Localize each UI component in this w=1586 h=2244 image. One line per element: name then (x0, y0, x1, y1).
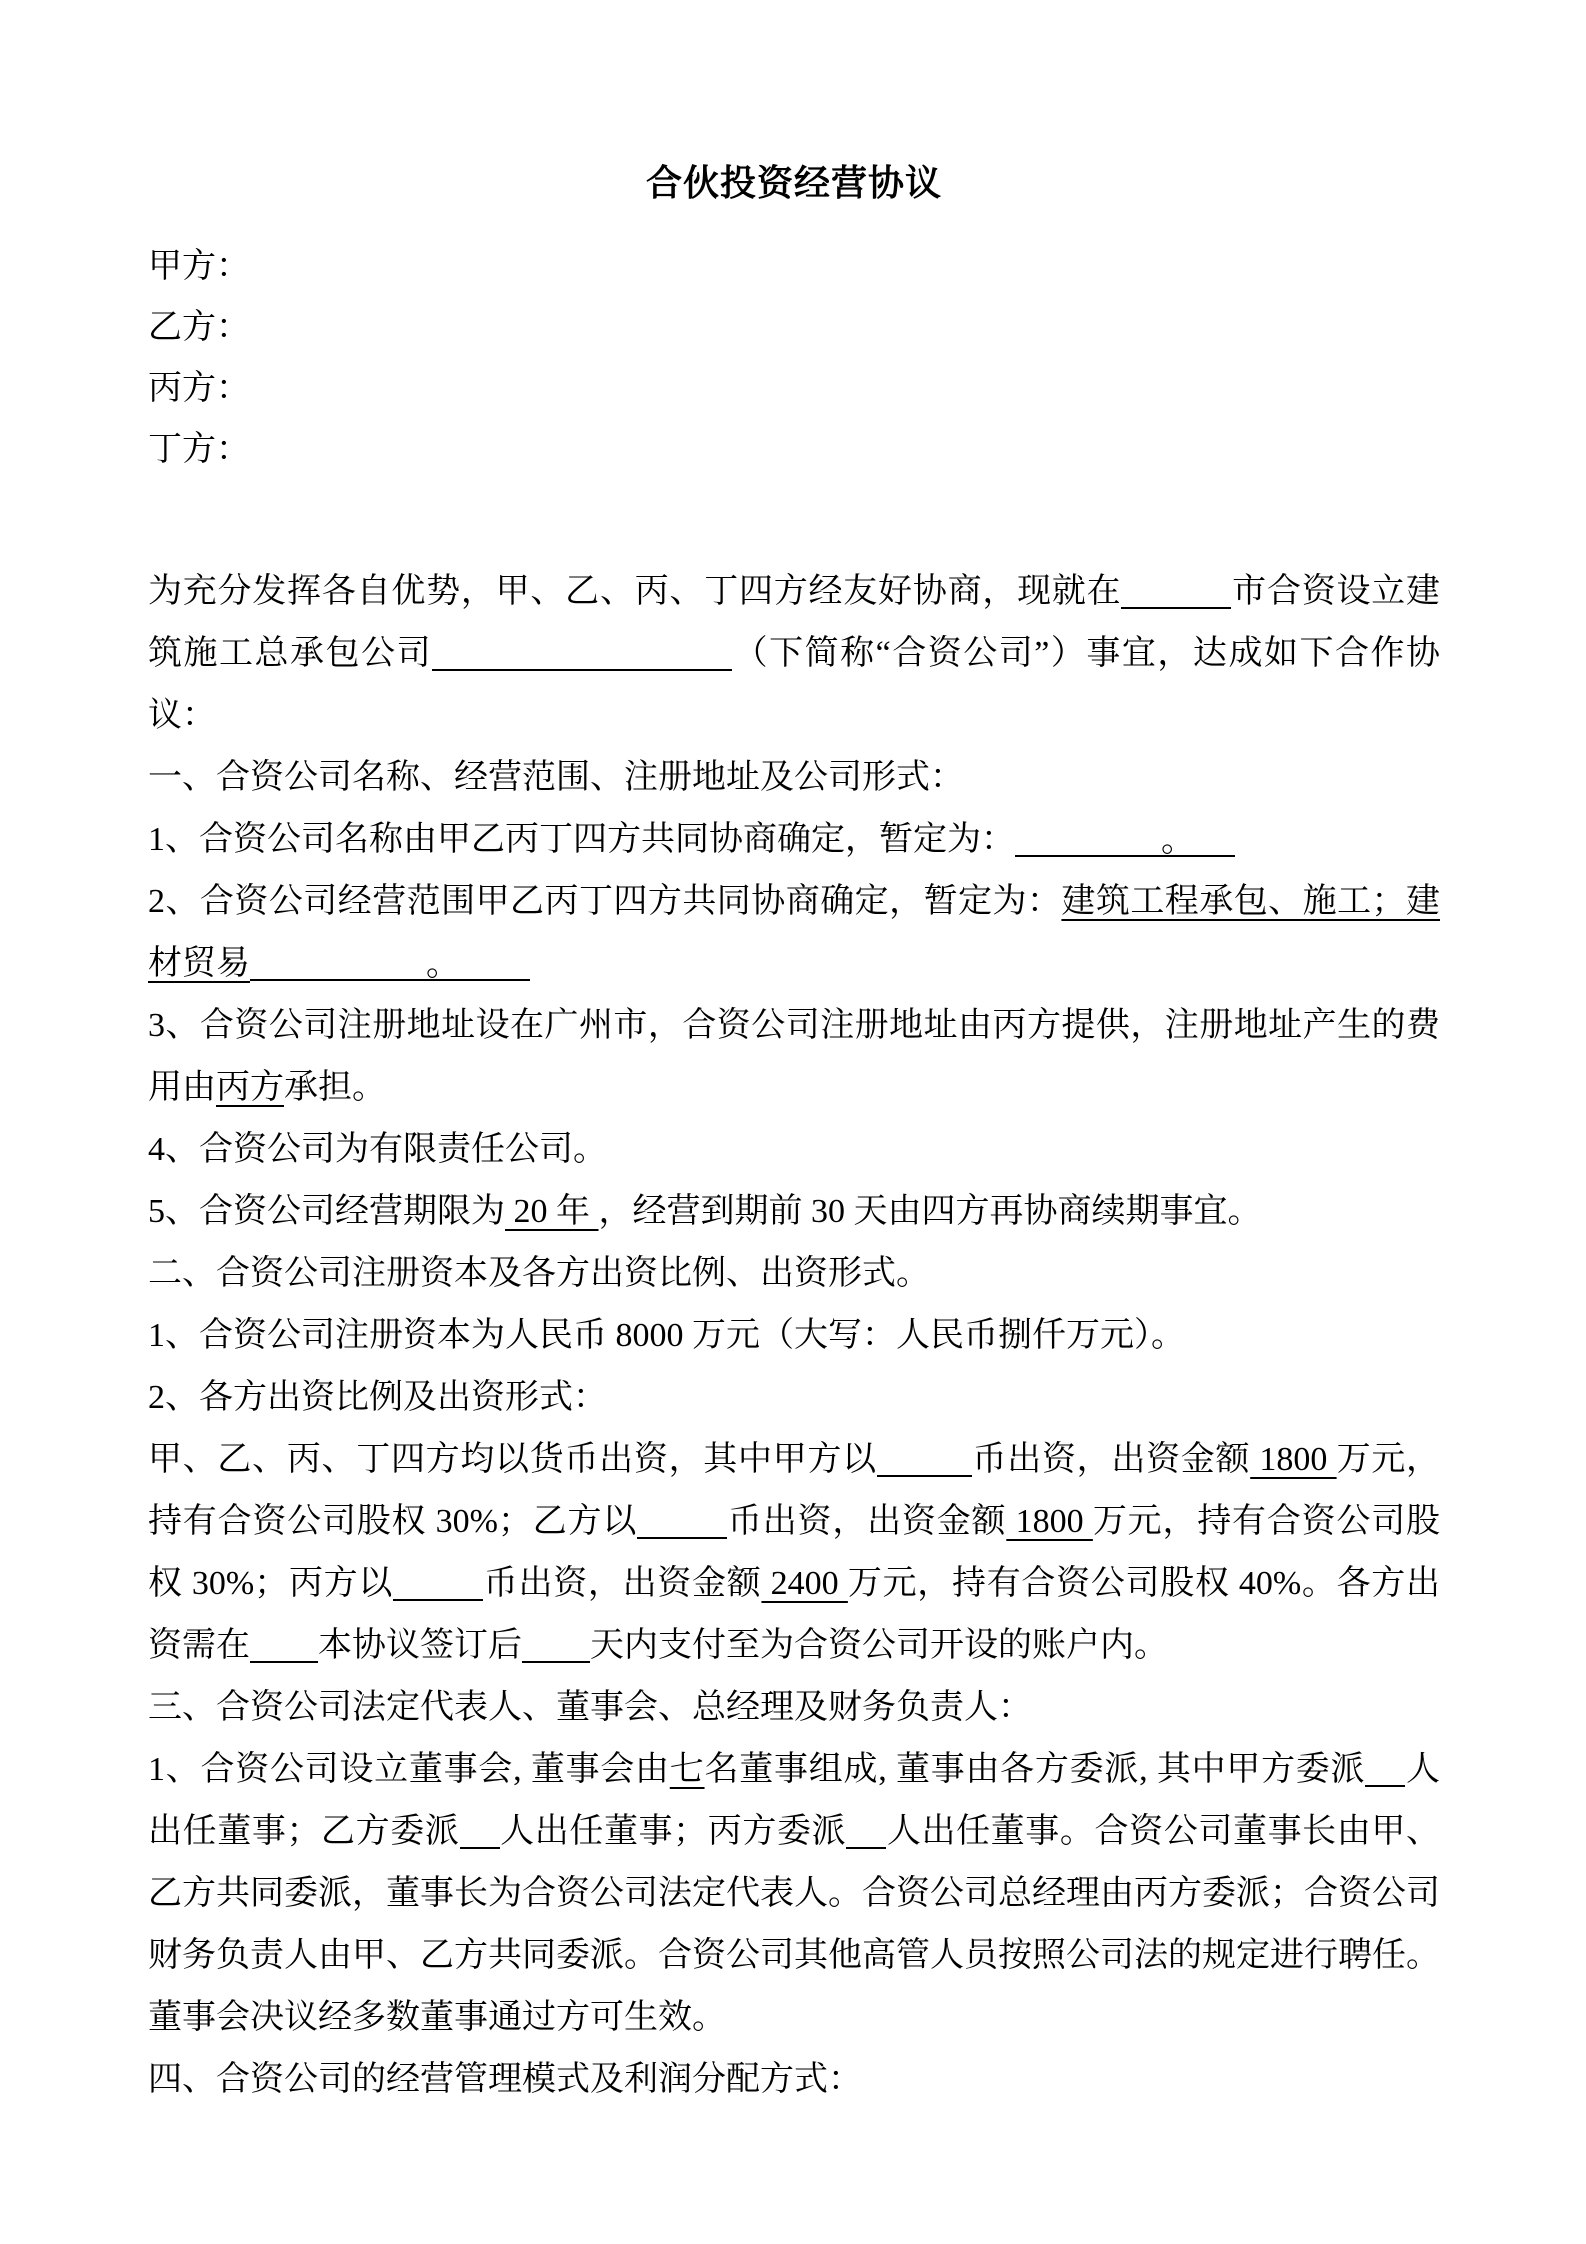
text-run: 币出资，出资金额 (971, 1441, 1251, 1478)
blank-field[interactable]: 。 (250, 947, 530, 981)
party-list (148, 236, 1440, 480)
section-heading-2 (148, 1243, 1440, 1305)
section-heading-1 (148, 747, 1440, 809)
blank-field[interactable] (877, 1443, 972, 1477)
underlined-text: 20 年 (505, 1193, 599, 1230)
blank-field[interactable] (846, 1815, 886, 1849)
text-run: 一、合资公司名称、经营范围、注册地址及公司形式： (148, 759, 964, 796)
text-run: 人出任董事；乙方委派 (148, 1751, 1441, 1850)
blank-field[interactable] (637, 1505, 727, 1539)
text-run: 币出资，出资金额 (727, 1503, 1007, 1540)
party-line: 丁方： (148, 431, 250, 468)
clause-1-3 (148, 995, 1440, 1119)
text-run: 5、合资公司经营期限为 (148, 1193, 505, 1230)
text-run: 名董事组成, 董事由各方委派, 其中甲方委派 (704, 1751, 1366, 1788)
party-line: 丙方： (148, 370, 250, 407)
blank-line-gap (148, 480, 1440, 561)
underlined-text: 2400 (761, 1565, 848, 1602)
underlined-text: 1800 (1006, 1503, 1093, 1540)
text-run: 万元，持有合资公司股权 30%；乙方以 (148, 1441, 1441, 1540)
text-run: 人出任董事。合资公司董事长由甲、乙方共同委派，董事长为合资公司法定代表人。合资公司总经理由丙方委派；合资公司财务负责人由甲、乙方共同委派。合资公司其他高管人员按照公司法的规定进行聘任。董事会决议经多数董事通过方可生效。 (148, 1813, 1441, 2036)
clause-1-2 (148, 871, 1440, 995)
text-run: 1、合资公司名称由甲乙丙丁四方共同协商确定，暂定为： (148, 821, 1015, 858)
text-run: 1、合资公司注册资本为人民币 8000 万元（大写：人民币捌仟万元）。 (148, 1317, 1185, 1354)
text-run: 市合资设立建筑施工总承包公司 (148, 573, 1441, 672)
text-run: 万元，持有合资公司股权 30%；丙方以 (148, 1503, 1441, 1602)
document-body (148, 561, 1440, 2111)
blank-field[interactable]: 。 (1015, 823, 1235, 857)
text-run: 甲、乙、丙、丁四方均以货币出资，其中甲方以 (148, 1441, 877, 1478)
intro-paragraph (148, 561, 1440, 747)
blank-field[interactable] (393, 1567, 483, 1601)
text-run: ，经营到期前 30 天由四方再协商续期事宜。 (598, 1193, 1262, 1230)
underlined-text: 1800 (1250, 1441, 1337, 1478)
blank-field[interactable] (522, 1629, 590, 1663)
blank-field[interactable] (1121, 575, 1231, 609)
clause-1-1 (148, 809, 1440, 871)
text-run: 三、合资公司法定代表人、董事会、总经理及财务负责人： (148, 1689, 1032, 1726)
text-run: 3、合资公司注册地址设在广州市，合资公司注册地址由丙方提供，注册地址产生的费用由 (148, 1007, 1440, 1106)
text-run: 承担。 (284, 1069, 386, 1106)
underlined-text: 丙方 (216, 1069, 284, 1106)
blank-field[interactable] (460, 1815, 500, 1849)
text-run: 四、合资公司的经营管理模式及利润分配方式： (148, 2061, 862, 2098)
party-line: 乙方： (148, 309, 250, 346)
text-run: 2、合资公司经营范围甲乙丙丁四方共同协商确定，暂定为： (148, 883, 1062, 920)
text-run: 为充分发挥各自优势，甲、乙、丙、丁四方经友好协商，现就在 (148, 573, 1122, 610)
text-run: 1、合资公司设立董事会, 董事会由 (148, 1751, 670, 1788)
section-heading-3 (148, 1677, 1440, 1739)
text-run: 2、各方出资比例及出资形式： (148, 1379, 607, 1416)
blank-field[interactable] (432, 637, 732, 671)
clause-3-1 (148, 1739, 1440, 2049)
underlined-text: 七 (669, 1751, 705, 1788)
text-run: 万元，持有合资公司股权 40%。各方出资需在 (148, 1565, 1441, 1664)
clause-1-4 (148, 1119, 1440, 1181)
blank-field[interactable] (250, 1629, 318, 1663)
clause-2-2 (148, 1367, 1440, 1429)
document-title: 合伙投资经营协议 (645, 163, 942, 203)
clause-2-1 (148, 1305, 1440, 1367)
party-line: 甲方： (148, 248, 250, 285)
text-run: 4、合资公司为有限责任公司。 (148, 1131, 607, 1168)
text-run: 二、合资公司注册资本及各方出资比例、出资形式。 (148, 1255, 930, 1292)
text-run: 币出资，出资金额 (483, 1565, 762, 1602)
blank-field[interactable] (1365, 1753, 1405, 1787)
clause-2-2-detail (148, 1429, 1440, 1677)
text-run: 人出任董事；丙方委派 (499, 1813, 847, 1850)
section-heading-4 (148, 2049, 1440, 2111)
text-run: （下简称“合资公司”）事宜，达成如下合作协议： (148, 635, 1441, 734)
text-run: 天内支付至为合资公司开设的账户内。 (590, 1627, 1168, 1664)
underlined-text: 建筑工程承包、施工；建材贸易 (148, 883, 1441, 982)
text-run: 本协议签订后 (318, 1627, 522, 1664)
clause-1-5 (148, 1181, 1440, 1243)
